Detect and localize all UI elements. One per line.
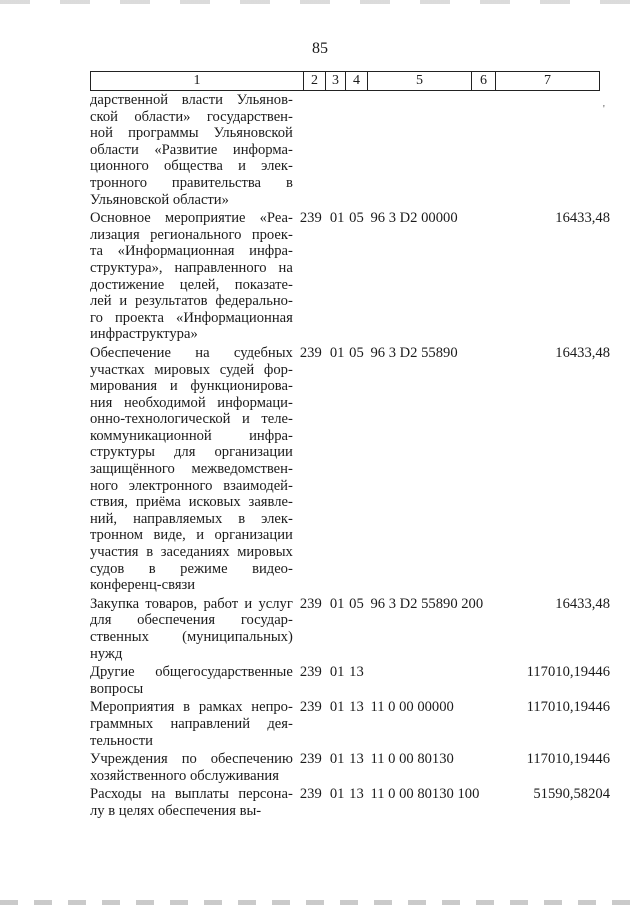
ministry-code: 239 — [299, 664, 322, 681]
description-line: нужд — [90, 645, 123, 662]
description-line: ного электронного взаимодей- — [90, 477, 293, 494]
subsection-code: 05 — [349, 595, 364, 612]
description-line: Расходы на выплаты персона- — [90, 786, 293, 803]
column-header-5: 5 — [368, 72, 472, 91]
row-description — [90, 786, 293, 819]
description-line: инфраструктура» — [90, 326, 198, 343]
description-line: защищённого межведомствен- — [90, 461, 293, 478]
amount: 16433,48 — [555, 595, 610, 612]
description-line: лу в целях обеспечения вы- — [90, 802, 262, 819]
description-line: Основное мероприятие «Реа- — [90, 210, 293, 227]
row-description — [90, 664, 293, 697]
description-line: достижение целей, показате- — [90, 276, 293, 293]
column-header-4: 4 — [346, 72, 368, 91]
table-row — [90, 699, 610, 749]
description-line: ственных (муниципальных) — [90, 629, 293, 645]
description-line: Учреждения по обеспечению — [90, 751, 293, 768]
amount: 16433,48 — [555, 344, 610, 361]
amount: 117010,19446 — [526, 699, 610, 716]
description-line: Ульяновской области» — [90, 191, 229, 208]
column-header-2: 2 — [304, 72, 326, 91]
section-code: 01 — [329, 595, 345, 612]
expense-type-code — [486, 664, 513, 697]
target-article-code — [368, 92, 486, 208]
description-line: области «Развитие информа- — [90, 141, 293, 158]
table-row — [90, 751, 610, 784]
column-header-1: 1 — [91, 72, 304, 91]
description-line: судов в режиме видео- — [90, 560, 293, 577]
description-line: хозяйственного обслуживания — [90, 767, 279, 784]
subsection-code: 05 — [349, 210, 364, 227]
subsection-code: 13 — [349, 751, 364, 768]
expense-type-code — [486, 596, 513, 662]
subsection-code: 13 — [349, 699, 364, 716]
page-number: 85 — [312, 40, 328, 57]
scan-edge-top — [0, 0, 640, 4]
description-line: Закупка товаров, работ и услуг — [90, 595, 293, 612]
row-description — [90, 345, 293, 594]
table-row — [90, 596, 610, 662]
table-row — [90, 345, 610, 594]
ministry-code: 239 — [299, 751, 322, 768]
subsection-code — [349, 92, 368, 208]
expense-type-code — [486, 786, 513, 819]
description-line: мирования и функционирова- — [90, 378, 293, 395]
description-line: ний, направляемых в элек- — [90, 510, 293, 527]
description-line: участках мировых судей фор- — [90, 361, 293, 378]
description-line: Обеспечение на судебных — [90, 344, 293, 361]
section-code: 01 — [329, 664, 345, 681]
row-description — [90, 751, 293, 784]
ministry-code: 239 — [299, 595, 322, 612]
target-article-code: 11 0 00 00000 — [370, 699, 454, 716]
scan-edge-bottom — [0, 900, 640, 905]
description-line: коммуникационной инфра- — [90, 427, 293, 444]
ministry-code: 239 — [299, 699, 322, 716]
ministry-code: 239 — [299, 344, 322, 361]
column-header-6: 6 — [472, 72, 496, 91]
description-line: структура», направленного на — [90, 259, 293, 276]
section-code: 01 — [329, 699, 345, 716]
description-line: структуры для организации — [90, 444, 293, 461]
amount — [513, 92, 610, 208]
amount: 51590,58204 — [533, 786, 610, 803]
subsection-code: 13 — [349, 786, 364, 803]
table-row — [90, 92, 610, 208]
section-code: 01 — [329, 344, 345, 361]
expense-type-code — [486, 751, 513, 784]
subsection-code: 13 — [349, 664, 364, 681]
column-header-7: 7 — [496, 72, 600, 91]
description-line: для обеспечения государ- — [90, 612, 293, 629]
expense-type-code — [486, 210, 513, 343]
section-code: 01 — [329, 751, 345, 768]
description-line: вопросы — [90, 680, 144, 697]
column-header-row — [91, 72, 600, 91]
table-row — [90, 664, 610, 697]
column-header-3: 3 — [326, 72, 346, 91]
description-line: ствия, приёма исковых заявле- — [90, 494, 293, 511]
description-line: тронного правительства в — [90, 174, 293, 191]
description-line: тельности — [90, 732, 153, 749]
amount: 16433,48 — [555, 210, 610, 227]
amount: 117010,19446 — [526, 751, 610, 768]
section-code: 01 — [329, 786, 345, 803]
row-description — [90, 210, 293, 343]
description-line: лей и результатов федерально- — [90, 293, 293, 310]
description-line: Другие общегосударственные — [90, 664, 293, 681]
description-line: онно-технологической и теле- — [90, 411, 293, 428]
column-header-table — [90, 71, 600, 91]
description-line: Мероприятия в рамках непро- — [90, 699, 293, 716]
amount: 117010,19446 — [526, 664, 610, 681]
description-line: граммных направлений дея- — [90, 715, 293, 732]
ministry-code — [293, 92, 329, 208]
target-article-code — [368, 664, 486, 697]
description-line: тронном виде, и организации — [90, 527, 293, 544]
description-line: конференц-связи — [90, 577, 196, 594]
ministry-code: 239 — [299, 210, 322, 227]
table-row — [90, 210, 610, 343]
description-line: участия в заседаниях мировых — [90, 544, 293, 561]
row-description — [90, 92, 293, 208]
target-article-code: 11 0 00 80130 100 — [370, 786, 480, 803]
budget-rows — [90, 92, 610, 822]
row-description — [90, 699, 293, 749]
description-line: ния необходимой информаци- — [90, 394, 293, 411]
description-line: дарственной власти Ульянов- — [90, 92, 293, 108]
target-article-code: 96 3 D2 00000 — [370, 210, 458, 227]
expense-type-code — [486, 699, 513, 749]
subsection-code: 05 — [349, 344, 364, 361]
description-line: ционного общества и элек- — [90, 158, 293, 175]
description-line: го проекта «Информационная — [90, 309, 293, 326]
description-line: та «Информационная инфра- — [90, 243, 293, 260]
description-line: ской области» государствен- — [90, 108, 293, 125]
row-description — [90, 596, 293, 662]
expense-type-code — [486, 92, 513, 208]
expense-type-code — [486, 345, 513, 594]
ministry-code: 239 — [299, 786, 322, 803]
description-line: ной программы Ульяновской — [90, 125, 293, 142]
description-line: лизация регионального проек- — [90, 226, 293, 243]
target-article-code: 96 3 D2 55890 — [370, 344, 458, 361]
table-row — [90, 786, 610, 819]
scan-speck: ' — [603, 104, 605, 115]
section-code — [329, 92, 349, 208]
section-code: 01 — [329, 210, 345, 227]
target-article-code: 11 0 00 80130 — [370, 751, 454, 768]
target-article-code: 96 3 D2 55890 200 — [370, 595, 484, 612]
